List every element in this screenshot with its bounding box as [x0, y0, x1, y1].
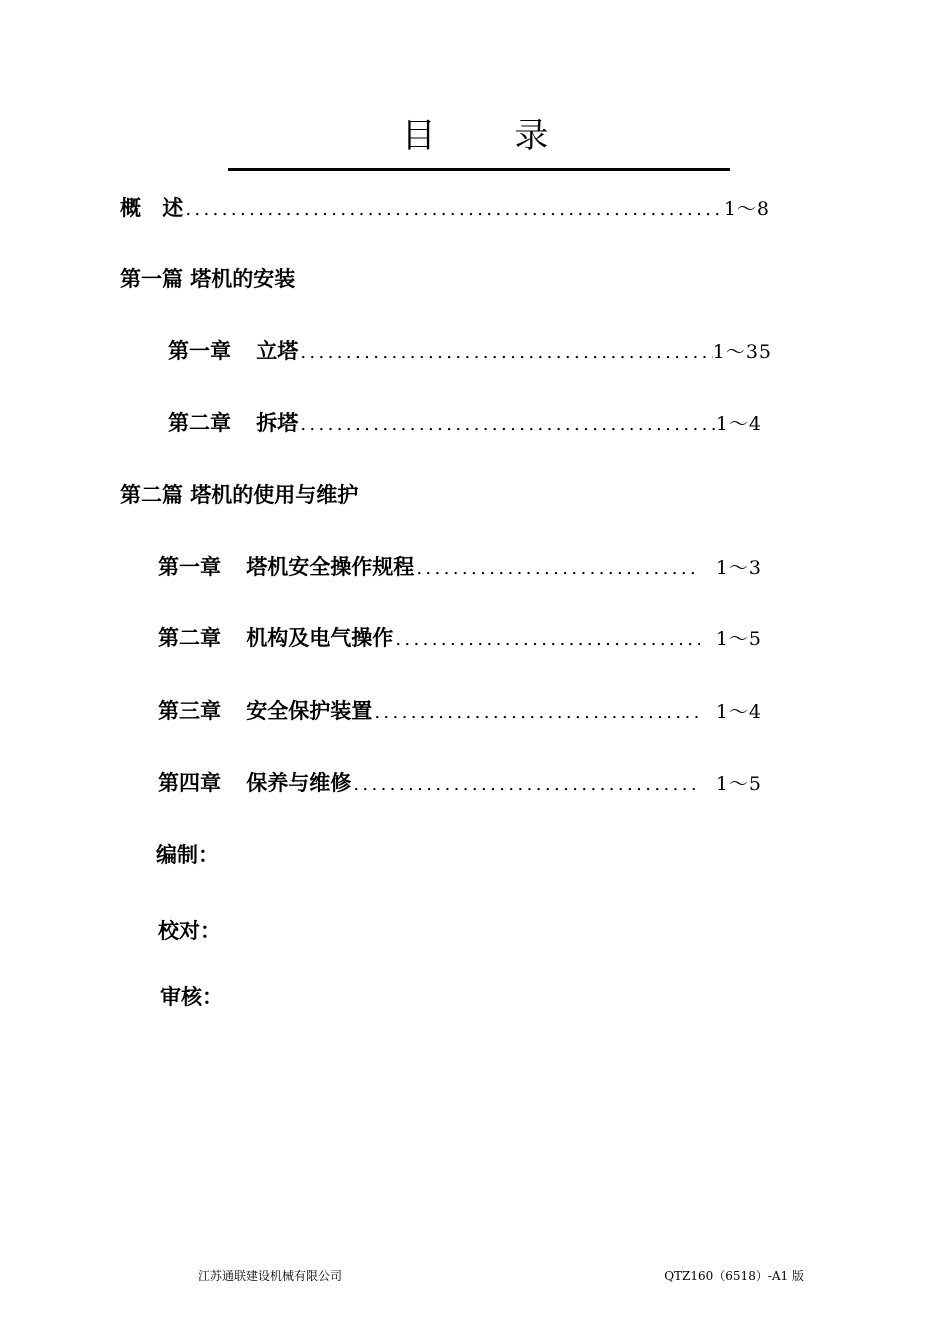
page-title: 目 录 [401, 116, 583, 156]
toc-entry-label: 第二章 机构及电气操作 [158, 626, 394, 650]
part-heading-installation[interactable]: 第一篇 塔机的安装 [120, 267, 296, 291]
compiled-by-label: 编制： [156, 843, 219, 867]
dot-leader [300, 338, 712, 366]
toc-entry-maintenance[interactable] [158, 768, 762, 798]
toc-entry-label: 第一章 塔机安全操作规程 [158, 555, 415, 579]
dot-leader [416, 554, 700, 582]
toc-entry-overview[interactable] [120, 193, 770, 223]
toc-entry-pages: 1～5 [715, 628, 762, 650]
toc-entry-pages: 1～5 [715, 773, 762, 795]
dot-leader [185, 195, 724, 223]
toc-entry-safety-rules[interactable] [158, 552, 762, 582]
toc-entry-safety-devices[interactable] [158, 696, 762, 726]
toc-entry-pages: 1～35 [712, 341, 772, 363]
dot-leader [374, 698, 700, 726]
dot-leader [300, 410, 716, 438]
toc-entry-label: 第三章 安全保护装置 [158, 699, 373, 723]
part-heading-use-maintenance[interactable]: 第二篇 塔机的使用与维护 [120, 483, 359, 507]
dot-leader [395, 625, 700, 653]
footer-model-version: QTZ160（6518）-A1 版 [664, 1269, 804, 1283]
dot-leader [353, 770, 700, 798]
toc-entry-pages: 1～8 [723, 198, 770, 220]
toc-entry-label: 概 述 [120, 196, 184, 220]
toc-entry-label: 第一章 立塔 [168, 339, 299, 363]
toc-entry-mechanism-electrical[interactable] [158, 623, 762, 653]
footer-company: 江苏通联建设机械有限公司 [198, 1269, 343, 1283]
toc-entry-erect-tower[interactable] [168, 336, 772, 366]
reviewed-by-label: 审核： [160, 985, 223, 1009]
toc-entry-label: 第二章 拆塔 [168, 411, 299, 435]
toc-entry-label: 第四章 保养与维修 [158, 771, 352, 795]
toc-entry-dismantle-tower[interactable] [168, 408, 762, 438]
toc-entry-pages: 1～4 [715, 413, 762, 435]
toc-entry-pages: 1～3 [715, 557, 762, 579]
toc-entry-pages: 1～4 [715, 701, 762, 723]
checked-by-label: 校对： [158, 919, 221, 943]
title-underline [228, 168, 730, 171]
